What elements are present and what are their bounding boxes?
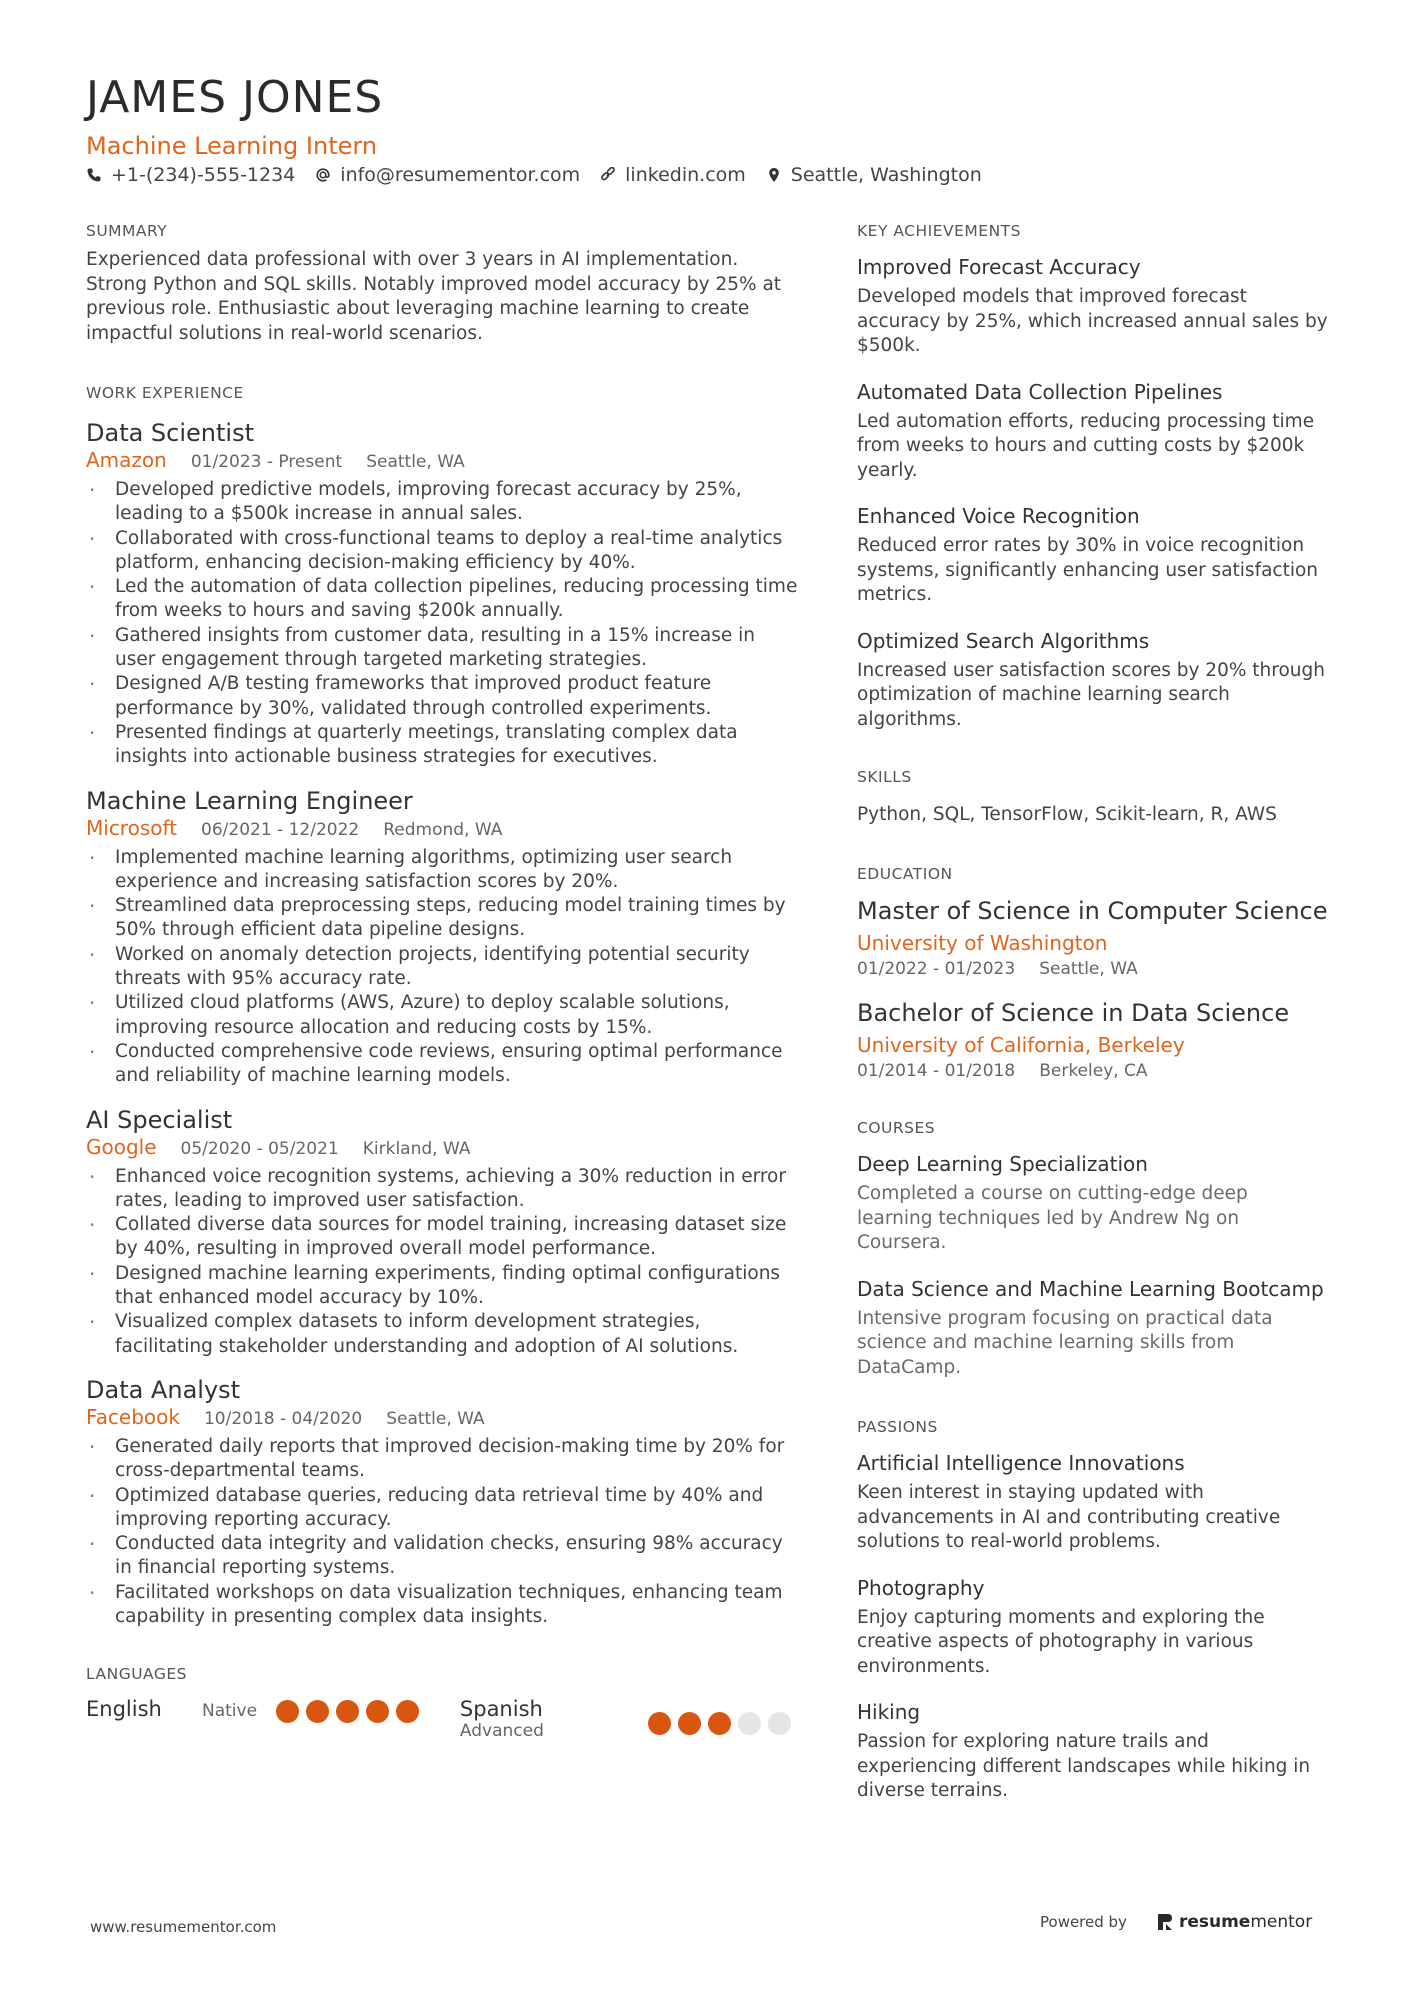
- education-school: University of Washington: [857, 931, 1108, 955]
- summary-section: [86, 222, 798, 346]
- brand-bold-text: resume: [1178, 1912, 1251, 1932]
- passion-desc: Keen interest in staying updated with advancements in AI and contributing creative solutions to real-world problems.: [857, 1482, 1281, 1552]
- key-achievements-heading: KEY ACHIEVEMENTS: [857, 222, 1021, 240]
- job-company: Google: [86, 1134, 157, 1159]
- job-bullet: · Conducted comprehensive code reviews, ensuring optimal performance and reliability of machine learning models.: [86, 1040, 798, 1089]
- job-company: Amazon: [86, 448, 167, 472]
- education-dates: 01/2022 - 01/2023: [857, 959, 1016, 979]
- job-dates: 10/2018 - 04/2020: [203, 1408, 363, 1429]
- job-bullet: · Visualized complex datasets to inform development strategies, facilitating stakeholder understanding and adoption of AI solutions.: [86, 1310, 798, 1359]
- brand-rest-text: mentor: [1250, 1912, 1313, 1932]
- job-entry: [86, 418, 798, 770]
- contact-bar: [86, 164, 1002, 186]
- education-meta: [857, 959, 1329, 979]
- passion-desc: Enjoy capturing moments and exploring the creative aspects of photography in various environments.: [857, 1606, 1265, 1677]
- language-item: [86, 1697, 460, 1741]
- education-location: Berkeley, CA: [1039, 1061, 1148, 1081]
- job-bullet: · Facilitated workshops on data visualization techniques, enhancing team capability in presenting complex data insights.: [86, 1581, 798, 1630]
- skills-text: Python, SQL, TensorFlow, Scikit-learn, R, AWS: [857, 804, 1277, 825]
- education-location: Seattle, WA: [1039, 959, 1138, 979]
- language-rating: [648, 1697, 798, 1741]
- job-entry: [86, 786, 798, 1089]
- resumementor-logo-icon: [1157, 1913, 1173, 1931]
- course-title: Deep Learning Specialization: [857, 1152, 1148, 1176]
- courses-section: [857, 1119, 1329, 1380]
- job-bullet: · Designed A/B testing frameworks that improved product feature performance by 30%, validated through controlled experiments.: [86, 672, 798, 721]
- rating-dot-filled: [396, 1700, 419, 1723]
- at-icon: [315, 167, 331, 183]
- contact-email-text: info@resumementor.com: [340, 164, 581, 186]
- contact-linkedin[interactable]: [600, 164, 746, 186]
- language-rating: [276, 1697, 426, 1741]
- education-item: [857, 895, 1329, 979]
- language-level: Native: [202, 1701, 258, 1722]
- job-meta: [86, 1135, 798, 1163]
- job-location: Seattle, WA: [366, 452, 465, 472]
- job-bullet: · Gathered insights from customer data, resulting in a 15% increase in user engagement through targeted marketing strategies.: [86, 624, 798, 673]
- language-level: Advanced: [459, 1721, 544, 1742]
- job-bullet: · Optimized database queries, reducing data retrieval time by 40% and improving reporting accuracy.: [86, 1484, 798, 1533]
- achievement-desc: Reduced error rates by 30% in voice recognition systems, significantly enhancing user satisfaction metrics.: [857, 535, 1319, 605]
- passion-title: Photography: [857, 1575, 985, 1600]
- job-title: Data Scientist: [86, 419, 254, 447]
- languages-section: [86, 1665, 798, 1741]
- passion-desc: Passion for exploring nature trails and experiencing different landscapes while hiking in diverse terrains.: [857, 1731, 1311, 1801]
- job-bullet: · Conducted data integrity and validation checks, ensuring 98% accuracy in financial reporting systems.: [86, 1532, 798, 1581]
- achievement-title: Enhanced Voice Recognition: [857, 504, 1140, 528]
- education-section: [857, 865, 1329, 1081]
- rating-dot-empty: [768, 1712, 791, 1735]
- language-name: Spanish: [459, 1697, 543, 1722]
- passion-title: Hiking: [857, 1700, 921, 1724]
- job-bullet: · Developed predictive models, improving forecast accuracy by 25%, leading to a $500k increase in annual sales.: [86, 478, 798, 527]
- job-meta: [86, 816, 798, 844]
- job-location: Redmond, WA: [383, 819, 503, 840]
- contact-linkedin-text: linkedin.com: [625, 164, 746, 186]
- key-achievements-section: [857, 222, 1329, 732]
- course-title: Data Science and Machine Learning Bootcamp: [857, 1276, 1324, 1301]
- job-bullet: · Generated daily reports that improved decision-making time by 20% for cross-departmental teams.: [86, 1435, 798, 1484]
- language-name: English: [86, 1697, 162, 1722]
- rating-dot-filled: [678, 1712, 701, 1735]
- job-bullets: [86, 1165, 798, 1359]
- course-desc: Completed a course on cutting-edge deep learning techniques led by Andrew Ng on Coursera.: [857, 1183, 1248, 1253]
- course-item: [857, 1276, 1329, 1381]
- candidate-name: JAMES JONES: [86, 72, 384, 123]
- education-degree: Bachelor of Science in Data Science: [857, 999, 1290, 1027]
- right-column: [857, 222, 1329, 1804]
- job-title: Data Analyst: [86, 1375, 241, 1404]
- education-item: [857, 997, 1329, 1081]
- footer-url-link[interactable]: www.resumementor.com: [90, 1918, 277, 1936]
- education-meta: [857, 1061, 1329, 1081]
- education-school: University of California, Berkeley: [857, 1033, 1185, 1057]
- rating-dot-filled: [366, 1700, 389, 1723]
- passion-title: Artificial Intelligence Innovations: [857, 1451, 1185, 1475]
- job-bullet: · Worked on anomaly detection projects, identifying potential security threats with 95% accuracy rate.: [86, 943, 798, 992]
- work-experience-section: [86, 384, 798, 1629]
- achievement-title: Optimized Search Algorithms: [857, 628, 1150, 653]
- job-bullet: · Collated diverse data sources for model training, increasing dataset size by 40%, resulting in improved overall model performance.: [86, 1213, 798, 1262]
- left-column: [86, 222, 798, 1741]
- achievement-item: [857, 503, 1329, 608]
- achievement-item: [857, 254, 1329, 359]
- job-dates: 06/2021 - 12/2022: [201, 819, 360, 840]
- job-bullets: [86, 846, 798, 1089]
- rating-dot-filled: [276, 1700, 299, 1723]
- rating-dot-filled: [648, 1712, 671, 1735]
- language-label-group: [460, 1697, 648, 1741]
- courses-heading: COURSES: [857, 1119, 936, 1137]
- rating-dot-filled: [336, 1700, 359, 1723]
- language-item: [460, 1697, 798, 1741]
- job-bullet: · Utilized cloud platforms (AWS, Azure) to deploy scalable solutions, improving resource allocation and reducing costs by 15%.: [86, 991, 798, 1040]
- passions-section: [857, 1418, 1329, 1804]
- job-dates: 01/2023 - Present: [190, 452, 343, 472]
- passion-item: [857, 1450, 1329, 1555]
- rating-dot-empty: [738, 1712, 761, 1735]
- achievement-desc: Developed models that improved forecast accuracy by 25%, which increased annual sales by $500k.: [857, 286, 1328, 356]
- map-pin-icon: [766, 167, 782, 183]
- powered-by-label: Powered by: [1040, 1913, 1127, 1931]
- job-bullet: · Implemented machine learning algorithms, optimizing user search experience and increasing satisfaction scores by 20%.: [86, 846, 798, 895]
- job-entry: [86, 1105, 798, 1359]
- job-bullet: · Collaborated with cross-functional teams to deploy a real-time analytics platform, enhancing decision-making efficiency by 40%.: [86, 527, 798, 576]
- rating-dot-filled: [708, 1712, 731, 1735]
- achievement-title: Improved Forecast Accuracy: [857, 255, 1141, 279]
- link-icon: [600, 167, 616, 183]
- rating-dot-filled: [306, 1700, 329, 1723]
- education-dates: 01/2014 - 01/2018: [857, 1061, 1016, 1081]
- job-dates: 05/2020 - 05/2021: [180, 1138, 339, 1159]
- job-meta: [86, 448, 798, 476]
- passions-heading: PASSIONS: [857, 1418, 938, 1436]
- course-item: [857, 1151, 1329, 1256]
- job-title: Machine Learning Engineer: [86, 786, 413, 815]
- job-bullet: · Designed machine learning experiments, finding optimal configurations that enhanced model accuracy by 10%.: [86, 1262, 798, 1311]
- job-company: Facebook: [86, 1404, 180, 1429]
- job-bullet: · Led the automation of data collection pipelines, reducing processing time from weeks to hours and saving $200k annually.: [86, 575, 798, 624]
- achievement-title: Automated Data Collection Pipelines: [857, 379, 1223, 404]
- contact-location: [766, 164, 982, 186]
- skills-heading: SKILLS: [857, 768, 912, 786]
- summary-heading: SUMMARY: [86, 222, 168, 240]
- job-title: AI Specialist: [86, 1105, 233, 1134]
- job-bullet: · Streamlined data preprocessing steps, reducing model training times by 50% through efficient data pipeline designs.: [86, 894, 798, 943]
- achievement-item: [857, 628, 1329, 733]
- phone-icon: [86, 167, 102, 183]
- achievement-desc: Led automation efforts, reducing processing time from weeks to hours and cutting costs by $200k yearly.: [857, 410, 1315, 481]
- contact-email[interactable]: [315, 164, 580, 186]
- job-company: Microsoft: [86, 815, 178, 840]
- job-location: Seattle, WA: [386, 1408, 485, 1429]
- contact-location-text: Seattle, Washington: [790, 164, 982, 186]
- job-bullet: · Enhanced voice recognition systems, achieving a 30% reduction in error rates, leading to improved user satisfaction.: [86, 1165, 798, 1214]
- course-desc: Intensive program focusing on practical data science and machine learning skills from DataCamp.: [857, 1307, 1273, 1378]
- job-entry: [86, 1375, 798, 1629]
- languages-row: [86, 1697, 798, 1741]
- job-bullets: [86, 478, 798, 770]
- job-bullets: [86, 1435, 798, 1629]
- achievement-item: [857, 379, 1329, 484]
- work-experience-heading: WORK EXPERIENCE: [86, 384, 244, 402]
- job-location: Kirkland, WA: [362, 1138, 471, 1159]
- education-heading: EDUCATION: [857, 865, 953, 883]
- candidate-title: Machine Learning Intern: [86, 132, 378, 160]
- summary-text: Experienced data professional with over 3 years in AI implementation. Strong Python and SQL skills. Notably improved model accuracy by 25% at previous role. Enthusiastic about leveraging machine learning to create impactful solutions in real-world scenarios.: [86, 249, 782, 344]
- contact-phone[interactable]: [86, 164, 295, 186]
- passion-item: [857, 1575, 1329, 1680]
- skills-section: [857, 768, 1329, 825]
- education-degree: Master of Science in Computer Science: [857, 897, 1328, 925]
- footer-brand: [1040, 1912, 1312, 1932]
- contact-phone-text: +1-(234)-555-1234: [111, 164, 296, 186]
- languages-heading: LANGUAGES: [86, 1665, 188, 1684]
- passion-item: [857, 1699, 1329, 1804]
- job-meta: [86, 1405, 798, 1433]
- resumementor-logo[interactable]: [1157, 1912, 1312, 1932]
- achievement-desc: Increased user satisfaction scores by 20% through optimization of machine learning search algorithms.: [857, 659, 1325, 730]
- job-bullet: · Presented findings at quarterly meetings, translating complex data insights into actionable business strategies for executives.: [86, 721, 798, 770]
